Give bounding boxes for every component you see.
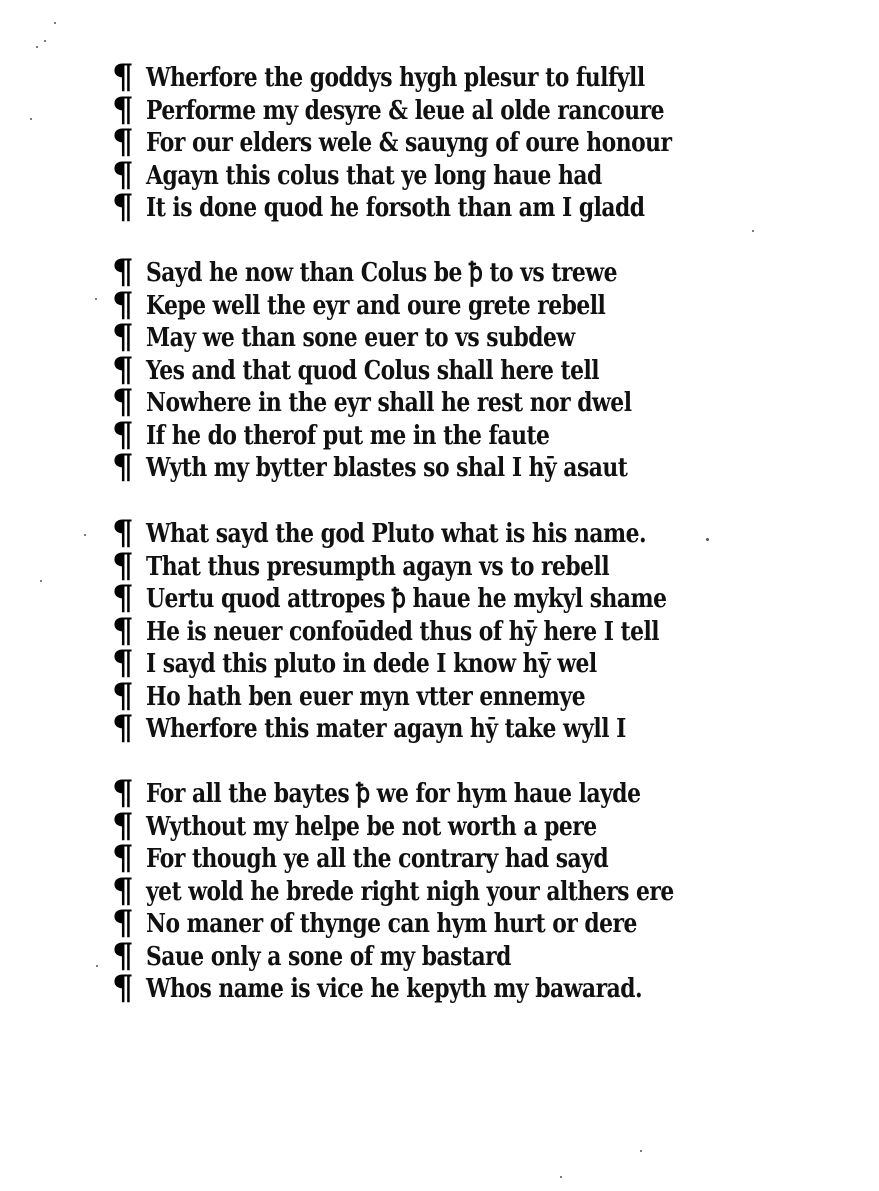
paragraph-mark-icon: ¶ <box>112 62 134 95</box>
paragraph-mark-icon: ¶ <box>112 875 134 908</box>
verse-line: ¶ Saue only a sone of my bastard <box>112 940 511 973</box>
paragraph-mark-icon: ¶ <box>112 843 134 876</box>
paragraph-mark-icon: ¶ <box>112 973 134 1006</box>
verse-line: ¶ No maner of thynge can hym hurt or dere <box>112 908 637 941</box>
verse-line: ¶ Wythout my helpe be not worth a pere <box>112 810 597 843</box>
scan-speck <box>44 40 46 42</box>
paragraph-mark-icon: ¶ <box>112 648 134 681</box>
paragraph-mark-icon: ¶ <box>112 127 134 160</box>
verse-line: ¶ Agayn this colus that ye long haue had <box>112 159 602 192</box>
stanza-2 <box>112 257 752 485</box>
verse-line: ¶ Sayd he now than Colus be ꝥ to vs trewe <box>112 257 617 290</box>
paragraph-mark-icon: ¶ <box>112 940 134 973</box>
scan-speck <box>560 1176 562 1178</box>
verse-line: ¶ Yes and that quod Colus shall here tell <box>112 354 600 387</box>
paragraph-mark-icon: ¶ <box>112 908 134 941</box>
scan-speck <box>95 298 97 300</box>
scan-speck <box>30 118 32 120</box>
paragraph-mark-icon: ¶ <box>112 452 134 485</box>
paragraph-mark-icon: ¶ <box>112 419 134 452</box>
paragraph-mark-icon: ¶ <box>112 550 134 583</box>
verse-line: ¶ What sayd the god Pluto what is his name. <box>112 518 647 551</box>
verse-line: ¶ For though ye all the contrary had sayd <box>112 843 609 876</box>
verse-line: ¶ For our elders wele & sauyng of oure honour <box>112 127 672 160</box>
verse-line: ¶ For all the baytes ꝥ we for hym haue layde <box>112 778 641 811</box>
scan-speck <box>40 580 42 582</box>
stanza-4 <box>112 778 752 1006</box>
verse-line: ¶ Nowhere in the eyr shall he rest nor dwel <box>112 387 632 420</box>
verse-line: ¶ May we than sone euer to vs subdew <box>112 322 575 355</box>
scan-speck <box>706 538 709 541</box>
paragraph-mark-icon: ¶ <box>112 354 134 387</box>
paragraph-mark-icon: ¶ <box>112 713 134 746</box>
paragraph-mark-icon: ¶ <box>112 192 134 225</box>
paragraph-mark-icon: ¶ <box>112 680 134 713</box>
paragraph-mark-icon: ¶ <box>112 159 134 192</box>
scan-speck <box>752 230 754 232</box>
paragraph-mark-icon: ¶ <box>112 810 134 843</box>
scan-speck <box>96 965 98 967</box>
verse-line: ¶ Wherfore this mater agayn hȳ take wyll I <box>112 713 626 746</box>
verse-line: ¶ Uertu quod attropes ꝥ haue he mykyl shame <box>112 583 667 616</box>
paragraph-mark-icon: ¶ <box>112 289 134 322</box>
verse-line: ¶ Wyth my bytter blastes so shal I hȳ asaut <box>112 452 628 485</box>
paragraph-mark-icon: ¶ <box>112 583 134 616</box>
stanza-3 <box>112 518 752 746</box>
verse-line: ¶ Wherfore the goddys hygh plesur to fulfyll <box>112 62 645 95</box>
scan-speck <box>36 46 38 48</box>
verse-line: ¶ Performe my desyre & leue al olde rancoure <box>112 94 664 127</box>
scan-speck <box>84 534 86 536</box>
paragraph-mark-icon: ¶ <box>112 257 134 290</box>
paragraph-mark-icon: ¶ <box>112 615 134 648</box>
paragraph-mark-icon: ¶ <box>112 518 134 551</box>
verse-line: ¶ Ho hath ben euer myn vtter ennemye <box>112 680 586 713</box>
scan-speck <box>54 22 56 24</box>
paragraph-mark-icon: ¶ <box>112 387 134 420</box>
verse-line: ¶ If he do therof put me in the faute <box>112 419 550 452</box>
paragraph-mark-icon: ¶ <box>112 778 134 811</box>
verse-line: ¶ Whos name is vice he kepyth my bawarad. <box>112 973 643 1006</box>
scan-speck <box>640 1150 642 1152</box>
verse-line: ¶ It is done quod he forsoth than am I gladd <box>112 192 645 225</box>
verse-line: ¶ He is neuer confoūded thus of hȳ here I tell <box>112 615 660 648</box>
verse-line: ¶ Kepe well the eyr and oure grete rebell <box>112 289 606 322</box>
stanza-1 <box>112 62 752 225</box>
verse-line: ¶ I sayd this pluto in dede I know hȳ wel <box>112 648 597 681</box>
verse-line: ¶ yet wold he brede right nigh your althers ere <box>112 875 674 908</box>
paragraph-mark-icon: ¶ <box>112 94 134 127</box>
paragraph-mark-icon: ¶ <box>112 322 134 355</box>
verse-line: ¶ That thus presumpth agayn vs to rebell <box>112 550 610 583</box>
